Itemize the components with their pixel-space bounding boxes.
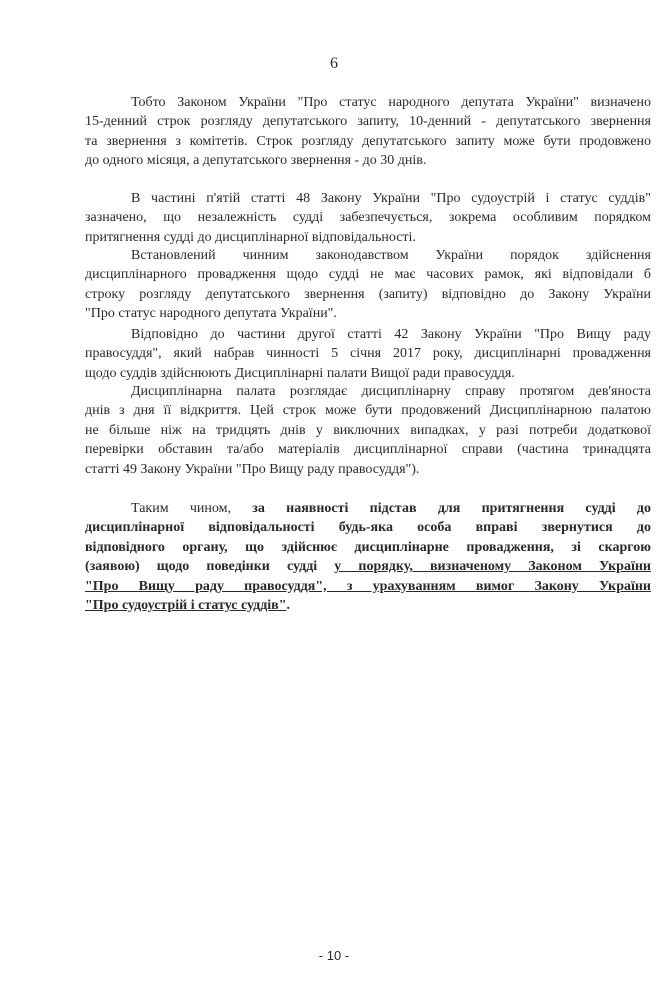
text-line <box>85 383 651 401</box>
bold-text: відповідного органу, що здійснює дисциплінарне провадження, зі скаргою <box>85 539 651 555</box>
text-segment: Таким чином, <box>131 501 253 516</box>
text-segment: та звернення з комітетів. Строк розгляду депутатського запиту може бути продовжено <box>85 133 651 149</box>
text-line <box>85 578 651 596</box>
text-line <box>85 326 651 344</box>
text-line <box>85 422 651 440</box>
underlined-text: "Про Вищу раду правосуддя", з урахуванням вимог Закону України <box>85 578 651 594</box>
text-segment: до одного місяця, а депутатського звернення - до 30 днів. <box>85 153 427 169</box>
text-segment: зазначено, що незалежність судді забезпечується, зокрема особливим порядком <box>85 210 651 226</box>
bold-text: . <box>286 598 291 613</box>
page-footer-number: - 10 - <box>318 948 350 963</box>
text-segment: притягнення судді до дисциплінарної відповідальності. <box>85 229 416 245</box>
text-segment: правосуддя", який набрав чинності 5 січня 2017 року, дисциплінарні провадження <box>85 346 651 362</box>
text-line <box>85 500 651 518</box>
text-line <box>85 345 651 363</box>
text-line <box>85 597 651 615</box>
bold-text: (заявою) щодо поведінки судді <box>85 559 335 575</box>
text-line <box>85 266 651 284</box>
text-segment: не більше ніж на тридцять днів у виключних випадках, у разі потреби додаткової <box>85 422 651 438</box>
text-line <box>85 113 651 131</box>
text-segment: В частині п'ятій статті 48 Закону України "Про судоустрій і статус суддів" <box>131 191 651 206</box>
text-line <box>85 286 651 304</box>
text-line <box>85 190 651 208</box>
text-segment: строку розгляду депутатського звернення (запиту) відповідно до Закону України <box>85 286 651 302</box>
page-number: 6 <box>330 55 338 72</box>
text-line <box>85 365 651 383</box>
text-line <box>85 402 651 420</box>
text-line <box>85 94 651 112</box>
text-line <box>85 229 651 247</box>
bold-text: за наявності підстав для притягнення судді до <box>252 501 651 516</box>
text-segment: статті 49 Закону України "Про Вищу раду правосуддя"). <box>85 461 420 477</box>
text-line <box>85 133 651 151</box>
text-segment: "Про статус народного депутата України". <box>85 306 337 322</box>
text-segment: Відповідно до частини другої статті 42 Закону України "Про Вищу раду <box>131 327 651 342</box>
text-line <box>85 209 651 227</box>
underlined-text: у порядку, визначеному Законом України <box>334 559 651 575</box>
text-line <box>85 152 651 170</box>
text-line <box>85 247 651 265</box>
text-segment: перевірки обставин та/або матеріалів дисциплінарної справи (частина тринадцята <box>85 442 651 458</box>
bold-text: дисциплінарної відповідальності будь-яка особа вправі звернутися до <box>85 520 651 536</box>
underlined-text: "Про судоустрій і статус суддів" <box>85 598 287 613</box>
text-line <box>85 539 651 557</box>
text-line <box>85 305 651 323</box>
text-segment: Дисциплінарна палата розглядає дисциплінарну справу протягом дев'яноста <box>131 384 651 399</box>
text-line <box>85 441 651 459</box>
text-segment: 15-денний строк розгляду депутатського запиту, 10-денний - депутатського звернення <box>85 114 651 130</box>
text-segment: дисциплінарного провадження щодо судді не має часових рамок, які відповідали б <box>85 267 651 283</box>
text-segment: щодо суддів здійснюють Дисциплінарні палати Вищої ради правосуддя. <box>85 365 515 381</box>
text-segment: Тобто Законом України "Про статус народного депутата України" визначено <box>131 95 651 110</box>
text-segment: Встановлений чинним законодавством України порядок здійснення <box>131 248 651 263</box>
text-line <box>85 461 651 479</box>
text-segment: днів з дня її відкриття. Цей строк може бути продовжений Дисциплінарною палатою <box>85 403 651 419</box>
text-line <box>85 519 651 537</box>
text-line <box>85 558 651 576</box>
